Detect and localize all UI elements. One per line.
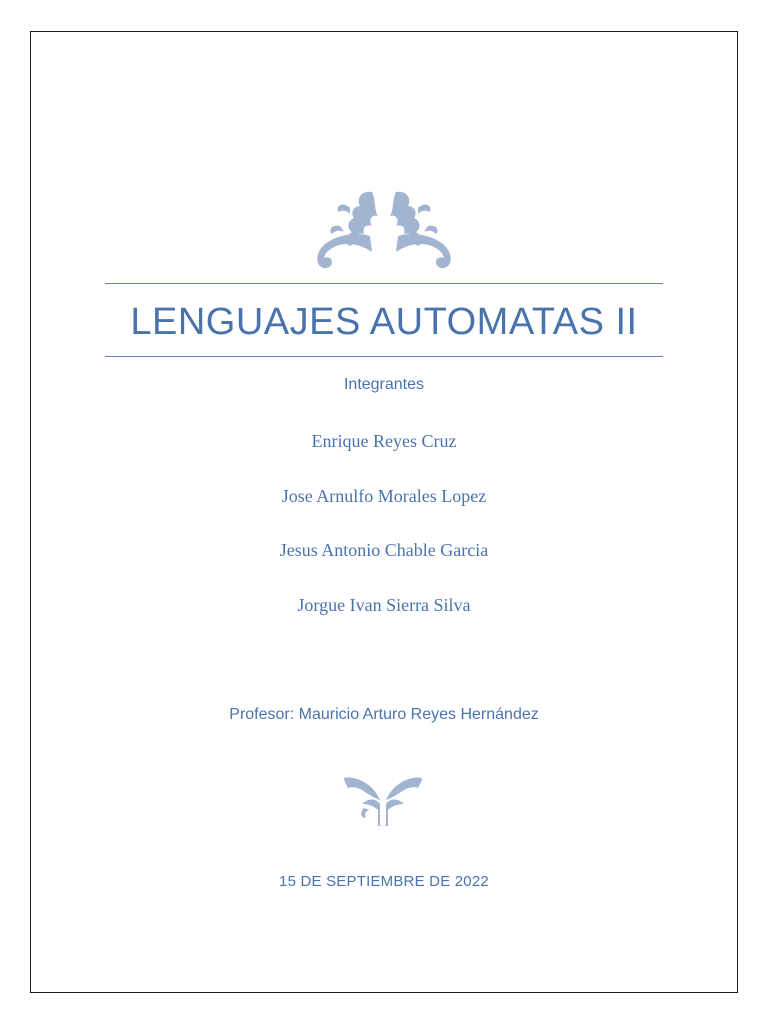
member-name: Enrique Reyes Cruz	[311, 431, 457, 451]
title-top-rule	[105, 283, 663, 284]
members-heading: Integrantes	[343, 376, 425, 393]
document-date: 15 DE SEPTIEMBRE DE 2022	[279, 873, 489, 890]
fleur-sprout-icon	[342, 774, 424, 828]
title-bottom-rule	[105, 356, 663, 357]
floral-scroll-icon	[310, 186, 458, 272]
member-name: Jose Arnulfo Morales Lopez	[281, 485, 487, 506]
document-title: LENGUAJES AUTOMATAS II	[130, 301, 638, 343]
members-list	[30, 428, 738, 646]
member-name: Jorgue Ivan Sierra Silva	[297, 594, 471, 615]
member-name: Jesus Antonio Chable Garcia	[279, 540, 489, 560]
professor-line: Profesor: Mauricio Arturo Reyes Hernández	[229, 706, 539, 723]
